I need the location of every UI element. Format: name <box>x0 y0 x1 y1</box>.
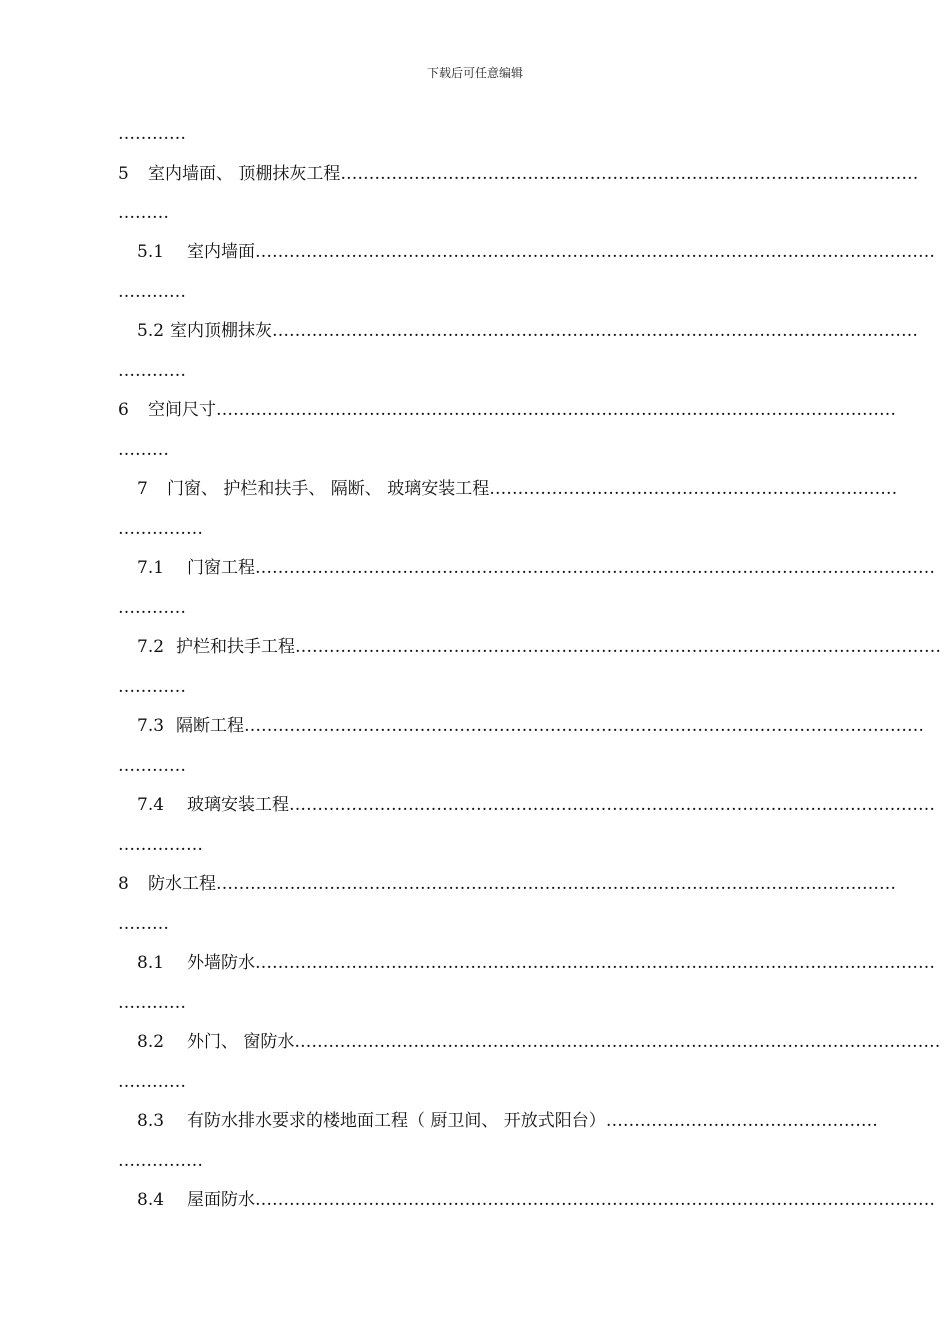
toc-leader-dots: ………………………………………………………………………………………………………… <box>216 400 896 420</box>
toc-entry-number: 6 <box>118 400 129 420</box>
toc-entry-title: 有防水排水要求的楼地面工程（ 厨卫间、 开放式阳台） <box>187 1111 606 1131</box>
toc-entry-number: 7.2 <box>137 637 165 657</box>
toc-entry-number: 8.1 <box>137 953 165 973</box>
toc-entry-8-4[interactable] <box>118 1188 935 1212</box>
toc-continuation: ………… <box>118 1072 186 1092</box>
toc-entry-title: 门窗、 护栏和扶手、 隔断、 玻璃安装工程 <box>167 479 490 499</box>
toc-continuation: ………… <box>118 756 186 776</box>
toc-entry-8-3[interactable] <box>118 1109 878 1133</box>
toc-entry-7[interactable] <box>118 477 898 501</box>
toc-continuation: …………… <box>118 519 203 539</box>
toc-entry-7-4[interactable] <box>118 793 935 817</box>
toc-entry-number: 8.4 <box>137 1190 165 1210</box>
toc-entry-title: 隔断工程 <box>176 716 244 736</box>
toc-entry-number: 7.4 <box>137 795 165 815</box>
toc-entry-number: 8.2 <box>137 1032 165 1052</box>
toc-entry-8[interactable] <box>118 872 896 896</box>
toc-leader-dots: ………………………………………………………………………………………………………… <box>216 874 896 894</box>
toc-entry-number: 5.1 <box>137 242 165 262</box>
toc-entry-5[interactable] <box>118 162 919 186</box>
toc-continuation: ………… <box>118 993 186 1013</box>
toc-leader-dots: ………………………………………………………………………………………………………… <box>244 716 924 736</box>
toc-entry-number: 8.3 <box>137 1111 165 1131</box>
toc-leader-dots: ………………………………………………………………………………………………………… <box>255 242 935 262</box>
toc-leader-dots: …………………………………………………………………………………………………… <box>289 795 935 815</box>
toc-continuation: …………… <box>118 835 203 855</box>
toc-entry-number: 8 <box>118 874 129 894</box>
toc-continuation: ……… <box>118 914 169 934</box>
toc-entry-title: 外门、 窗防水 <box>187 1032 295 1052</box>
toc-entry-title: 防水工程 <box>148 874 216 894</box>
toc-entry-title: 护栏和扶手工程 <box>176 637 295 657</box>
toc-entry-7-3[interactable] <box>118 714 924 738</box>
toc-continuation: ………… <box>118 677 186 697</box>
toc-leader-dots: ………………………………………………………………………………………………………… <box>255 953 935 973</box>
toc-continuation: ………… <box>118 598 186 618</box>
toc-entry-number: 7.3 <box>137 716 165 736</box>
toc-leader-dots: ………………………………………………………………………………………………………… <box>255 1190 935 1210</box>
toc-leader-dots: …………………………………………………………………………………………………… <box>272 321 918 341</box>
toc-entry-title: 外墙防水 <box>187 953 255 973</box>
toc-entry-7-1[interactable] <box>118 556 935 580</box>
toc-entry-number: 5.2 <box>137 321 165 341</box>
toc-entry-7-2[interactable] <box>118 635 941 659</box>
toc-entry-number: 5 <box>118 164 129 184</box>
toc-entry-8-1[interactable] <box>118 951 935 975</box>
toc-entry-title: 屋面防水 <box>187 1190 255 1210</box>
toc-entry-number: 7.1 <box>137 558 165 578</box>
toc-entry-title: 玻璃安装工程 <box>187 795 289 815</box>
toc-entry-title: 室内墙面 <box>187 242 255 262</box>
toc-continuation-top: ………… <box>118 124 186 144</box>
toc-continuation: ……… <box>118 440 169 460</box>
toc-entry-title: 空间尺寸 <box>148 400 216 420</box>
page-header: 下载后可任意编辑 <box>426 66 523 80</box>
toc-continuation: ……… <box>118 203 169 223</box>
toc-entry-title: 门窗工程 <box>187 558 255 578</box>
toc-leader-dots: …………………………………………………………………………………………………… <box>294 1032 941 1052</box>
toc-continuation: …………… <box>118 1151 203 1171</box>
toc-leader-dots: ………………………………………………………………………………………… <box>340 164 919 184</box>
toc-leader-dots: ………………………………………… <box>605 1111 878 1131</box>
toc-entry-6[interactable] <box>118 398 896 422</box>
toc-entry-8-2[interactable] <box>118 1030 941 1054</box>
toc-leader-dots: …………………………………………………………………………………………………… <box>295 637 941 657</box>
toc-entry-number: 7 <box>137 479 148 499</box>
toc-entry-title: 室内墙面、 顶棚抹灰工程 <box>148 164 341 184</box>
toc-leader-dots: ………………………………………………………………………………………………………… <box>255 558 935 578</box>
toc-entry-title: 室内顶棚抹灰 <box>170 321 272 341</box>
toc-entry-5-1[interactable] <box>118 240 935 264</box>
toc-continuation: ………… <box>118 361 186 381</box>
toc-leader-dots: ……………………………………………………………… <box>489 479 898 499</box>
toc-entry-5-2[interactable] <box>118 319 918 343</box>
toc-continuation: ………… <box>118 282 186 302</box>
